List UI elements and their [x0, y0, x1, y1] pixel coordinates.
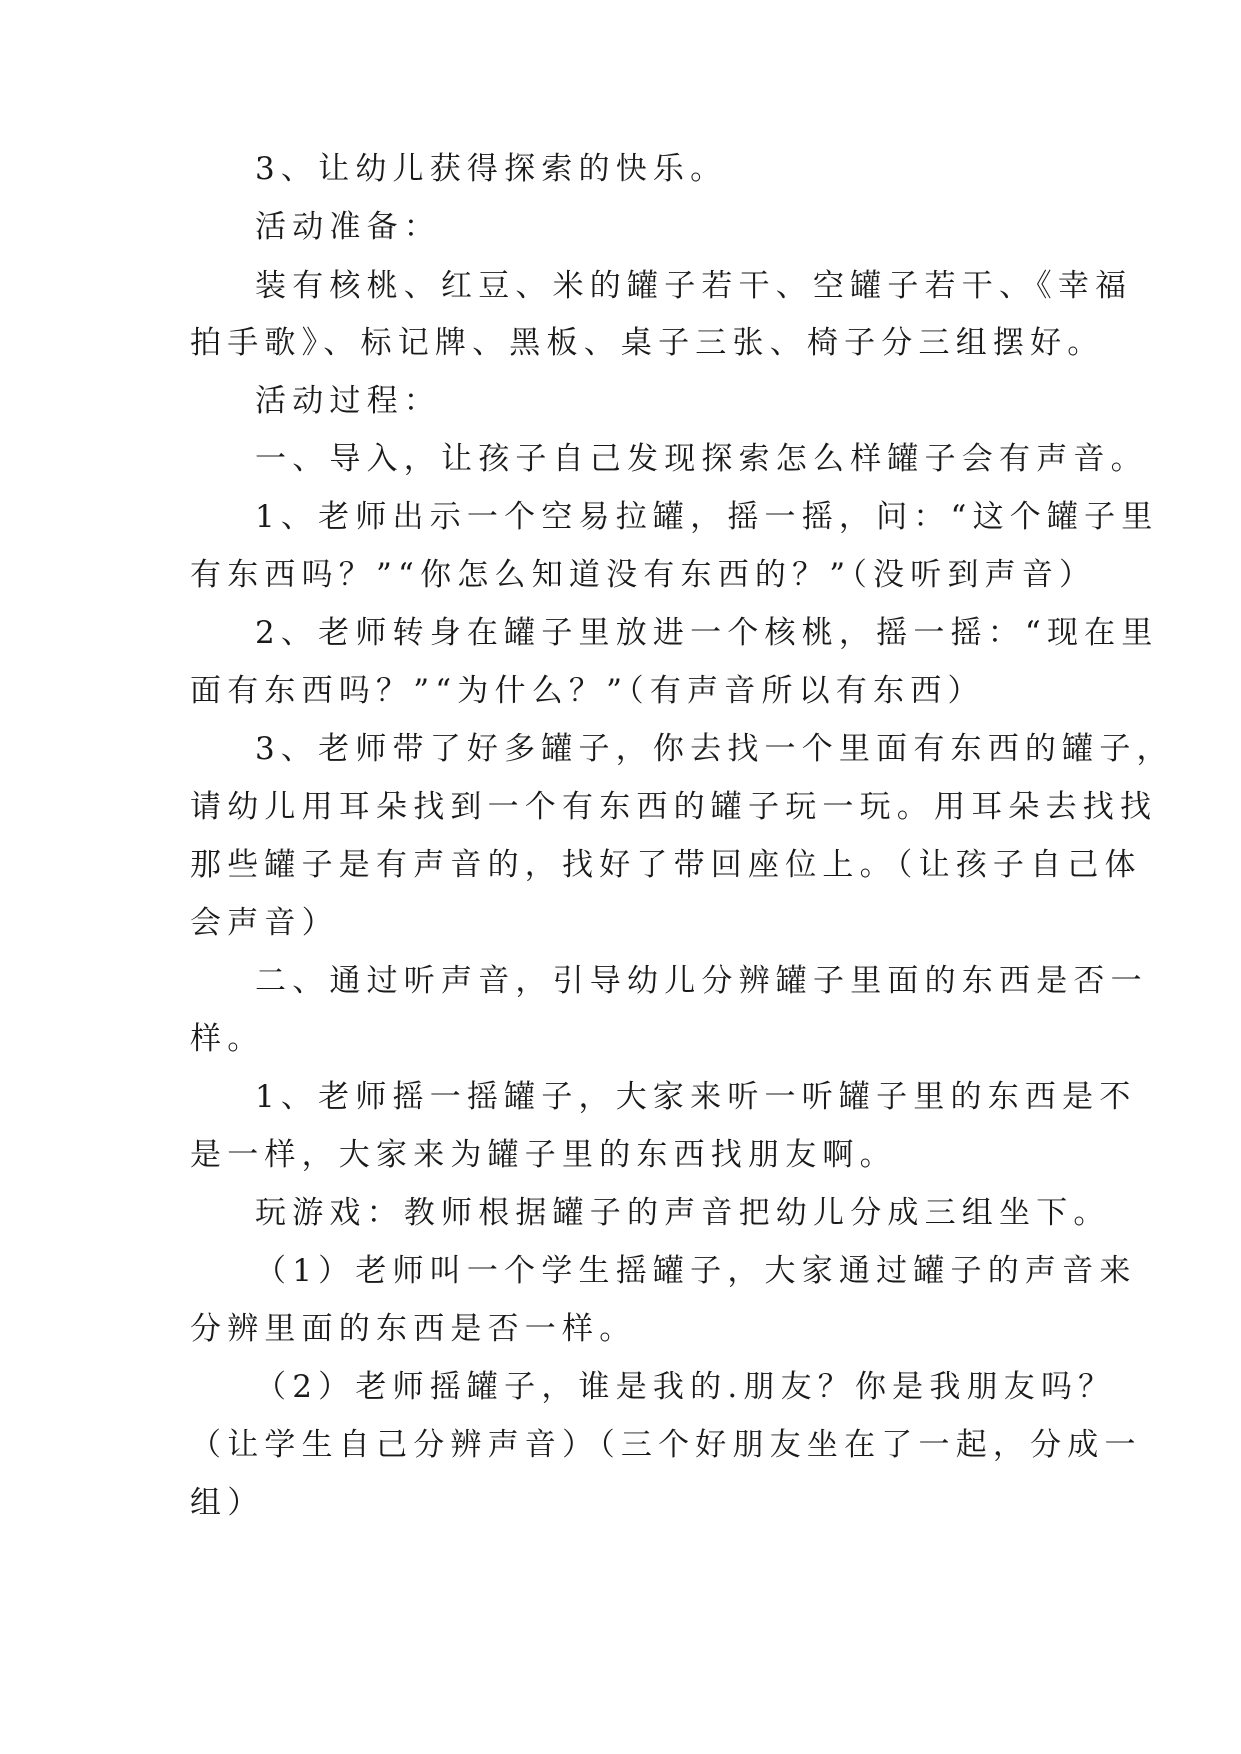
text-line: 组） [190, 1485, 265, 1521]
text-line: 那些罐子是有声音的，找好了带回座位上。（让孩子自己体 [190, 847, 1142, 883]
text-line: 一、导入，让孩子自己发现探索怎么样罐子会有声音。 [255, 441, 1148, 477]
text-line: 样。 [190, 1021, 265, 1057]
text-line: （1）老师叫一个学生摇罐子，大家通过罐子的声音来 [255, 1253, 1137, 1289]
text-line: 分辨里面的东西是否一样。 [190, 1311, 637, 1347]
text-line: 1、老师出示一个空易拉罐，摇一摇，问：“这个罐子里 [255, 499, 1159, 535]
text-line: 会声音） [190, 905, 339, 941]
text-line: 玩游戏：教师根据罐子的声音把幼儿分成三组坐下。 [255, 1195, 1111, 1231]
text-line: 请幼儿用耳朵找到一个有东西的罐子玩一玩。用耳朵去找找 [190, 789, 1158, 825]
text-line: 二、通过听声音，引导幼儿分辨罐子里面的东西是否一 [255, 963, 1148, 999]
text-line: 有东西吗？”“你怎么知道没有东西的？”（没听到声音） [190, 557, 1097, 593]
text-line: 拍手歌》、标记牌、黑板、桌子三张、椅子分三组摆好。 [190, 325, 1105, 361]
text-line: 活动准备： [255, 209, 441, 245]
text-line: （2）老师摇罐子，谁是我的.朋友？你是我朋友吗？ [255, 1369, 1116, 1405]
text-line: 2、老师转身在罐子里放进一个核桃，摇一摇：“现在里 [255, 615, 1159, 651]
text-line: 面有东西吗？”“为什么？”（有声音所以有东西） [190, 673, 985, 709]
text-line: 活动过程： [255, 383, 441, 419]
text-line: 装有核桃、红豆、米的罐子若干、空罐子若干、《幸福 [255, 268, 1133, 304]
text-line: （让学生自己分辨声音）（三个好朋友坐在了一起，分成一 [190, 1427, 1142, 1463]
text-line: 3、老师带了好多罐子，你去找一个里面有东西的罐子， [255, 731, 1174, 767]
text-line: 3、让幼儿获得探索的快乐。 [255, 151, 728, 187]
text-line: 1、老师摇一摇罐子，大家来听一听罐子里的东西是不 [255, 1079, 1137, 1115]
text-line: 是一样，大家来为罐子里的东西找朋友啊。 [190, 1137, 897, 1173]
